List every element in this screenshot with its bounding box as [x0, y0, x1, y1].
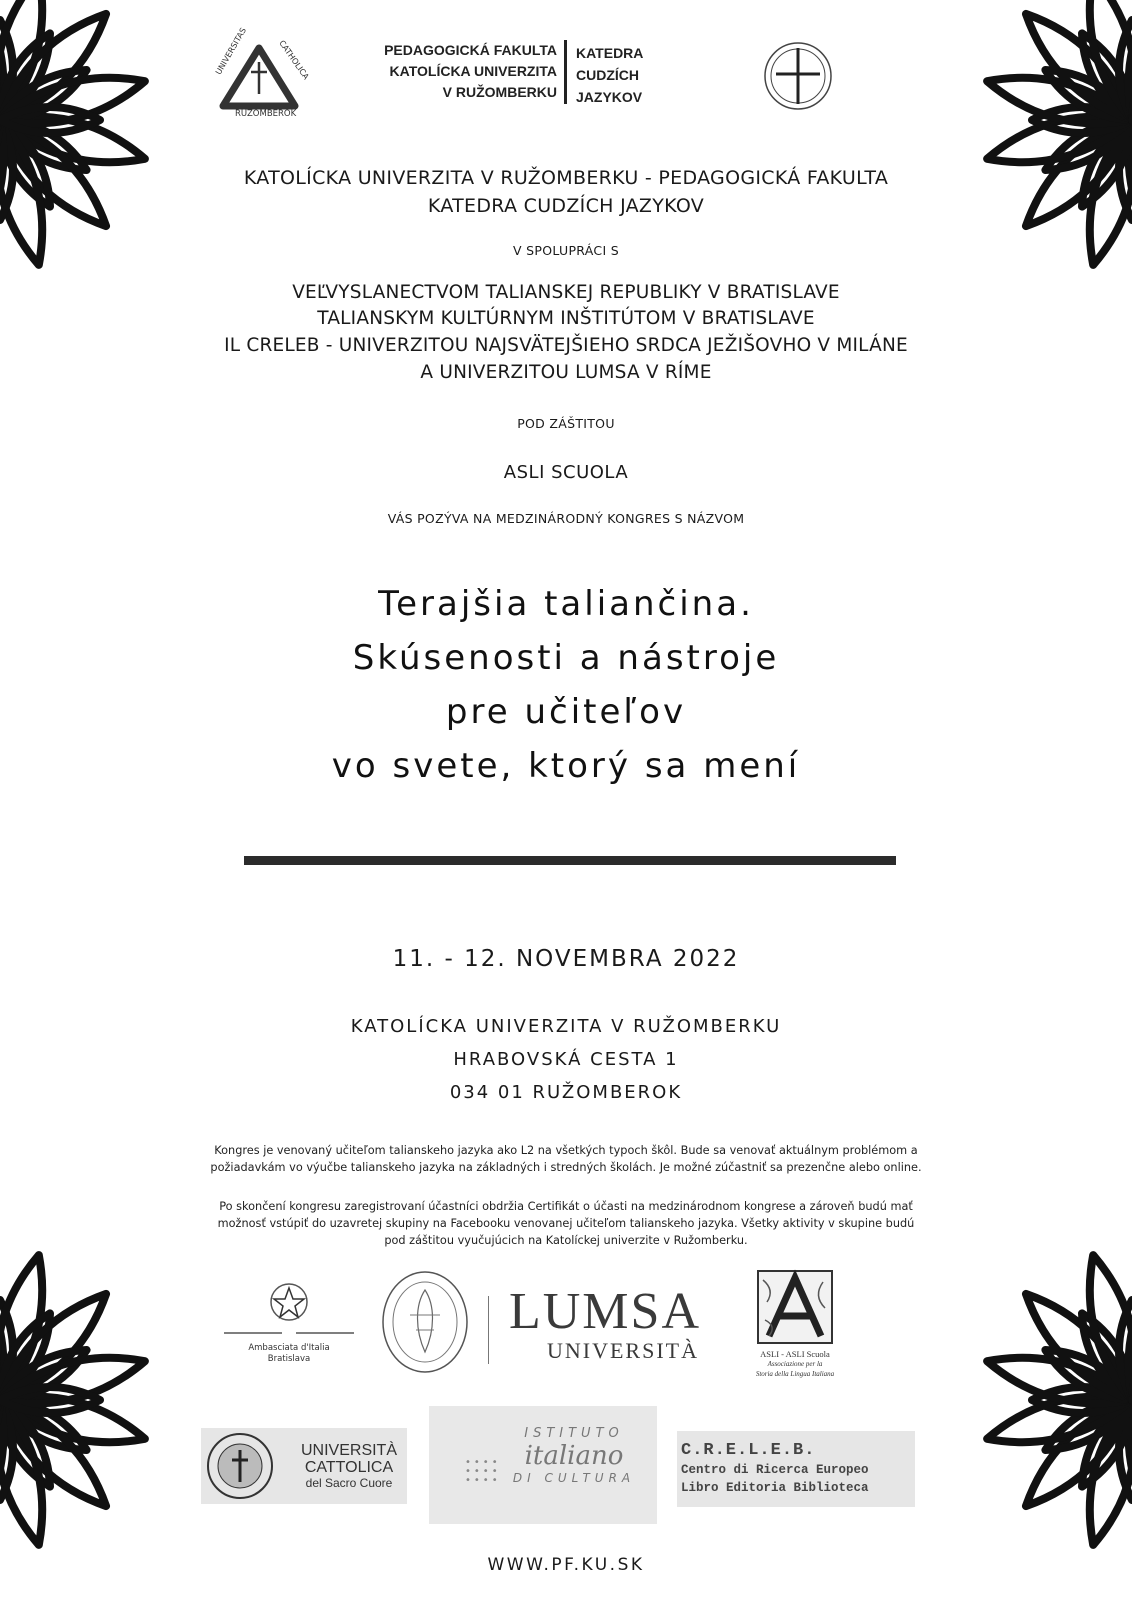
- cattolica-line: UNIVERSITÀ: [300, 1442, 397, 1459]
- department-name: KATEDRA CUDZÍCH JAZYKOV: [576, 45, 644, 105]
- istituto-line: ISTITUTO: [524, 1426, 624, 1441]
- creleb-line: Libro Editoria Biblioteca: [681, 1481, 869, 1495]
- partner-line: TALIANSKYM KULTÚRNYM INŠTITÚTOM V BRATISLAVE: [317, 308, 815, 329]
- asli-caption-line: ASLI - ASLI Scuola: [760, 1349, 830, 1359]
- embassy-logo: [224, 1278, 354, 1373]
- lumsa-divider: [488, 1296, 489, 1364]
- istituto-line: DI CULTURA: [512, 1471, 636, 1485]
- lumsa-logo: [505, 1283, 705, 1364]
- congress-title-line: Terajšia taliančina.: [378, 584, 754, 624]
- creleb-line: Centro di Ricerca Europeo: [681, 1463, 869, 1477]
- organizer-line-2: KATEDRA CUDZÍCH JAZYKOV: [427, 195, 705, 217]
- asli-logo: [752, 1270, 838, 1379]
- cattolica-line: del Sacro Cuore: [305, 1476, 393, 1490]
- patronage-label: POD ZÁŠTITOU: [517, 416, 615, 431]
- event-date: 11. - 12. NOVEMBRA 2022: [392, 946, 740, 972]
- partner-line: A UNIVERZITOU LUMSA V RÍME: [420, 362, 712, 383]
- title-divider-bar: [244, 856, 896, 865]
- certificate-line: možnosť vstúpiť do uzavretej skupiny na Facebooku venovanej učiteľom talianskeho jazyka. Všetky aktivity v skupine budú: [217, 1217, 915, 1230]
- lumsa-subtitle: UNIVERSITÀ: [547, 1338, 699, 1363]
- congress-title-line: vo svete, ktorý sa mení: [331, 746, 801, 786]
- address-line: KATOLÍCKA UNIVERZITA V RUŽOMBERKU: [350, 1016, 782, 1037]
- istituto-line: italiano: [524, 1441, 624, 1471]
- svg-text:CATHOLICA: CATHOLICA: [277, 38, 311, 82]
- faculty-name: PEDAGOGICKÁ FAKULTA KATOLÍCKA UNIVERZITA V RUŽOMBERKU: [384, 42, 557, 100]
- svg-text:UNIVERSITAS: UNIVERSITAS: [213, 26, 249, 77]
- certificate-line: pod záštitou vyučujúcich na Katolíckej univerzite v Ružomberku.: [384, 1234, 748, 1247]
- congress-title-line: pre učiteľov: [445, 692, 687, 732]
- invite-label: VÁS POZÝVA NA MEDZINÁRODNÝ KONGRES S NÁZVOM: [387, 511, 745, 526]
- ku-seal-logo: [213, 26, 311, 119]
- website-url[interactable]: WWW.PF.KU.SK: [487, 1555, 645, 1575]
- description-line: požiadavkám vo výučbe talianskeho jazyka na základných i stredných školách. Je možné zúčastniť sa prezenčne alebo online.: [210, 1161, 922, 1174]
- embassy-caption-line: Bratislava: [267, 1354, 311, 1364]
- cattolica-line: CATTOLICA: [304, 1459, 394, 1476]
- libera-universita-seal: [380, 1270, 470, 1374]
- embassy-caption-line: Ambasciata d'Italia: [248, 1343, 330, 1353]
- address-line: 034 01 RUŽOMBEROK: [449, 1082, 683, 1103]
- congress-title-line: Skúsenosti a nástroje: [352, 638, 780, 678]
- creleb-line: C.R.E.L.E.B.: [681, 1441, 816, 1460]
- partner-line: IL CRELEB - UNIVERZITOU NAJSVÄTEJŠIEHO SRDCA JEŽIŠOVHO V MILÁNE: [224, 335, 908, 356]
- description-line: Kongres je venovaný učiteľom talianskeho jazyka ako L2 na všetkých typoch škôl. Bude sa venovať aktuálnym problémom a: [214, 1144, 918, 1157]
- creleb-logo: [677, 1431, 915, 1507]
- patron-name: ASLI SCUOLA: [503, 462, 629, 483]
- cattolica-logo: [201, 1428, 407, 1504]
- cooperation-label: V SPOLUPRÁCI S: [513, 243, 619, 258]
- department-round-logo: [762, 40, 834, 112]
- istituto-dots-icon: •••• •••• ••••: [465, 1457, 501, 1486]
- certificate-line: Po skončení kongresu zaregistrovaní účastníci obdržia Certifikát o účasti na medzinárodnom kongrese a zároveň budú mať: [219, 1200, 913, 1213]
- organizer-line-1: KATOLÍCKA UNIVERZITA V RUŽOMBERKU - PEDAGOGICKÁ FAKULTA: [243, 167, 889, 189]
- seal-caption: RUŽOMBEROK: [235, 109, 297, 119]
- asli-caption-line: Associazione per la: [767, 1360, 823, 1368]
- asli-caption-line: Storia della Lingua Italiana: [755, 1370, 835, 1378]
- header-divider: [564, 40, 567, 104]
- istituto-italiano-logo: [429, 1406, 657, 1524]
- lumsa-wordmark: LUMSA: [508, 1283, 702, 1340]
- partner-line: VEĽVYSLANECTVOM TALIANSKEJ REPUBLIKY V BRATISLAVE: [292, 282, 840, 303]
- address-line: HRABOVSKÁ CESTA 1: [453, 1049, 679, 1070]
